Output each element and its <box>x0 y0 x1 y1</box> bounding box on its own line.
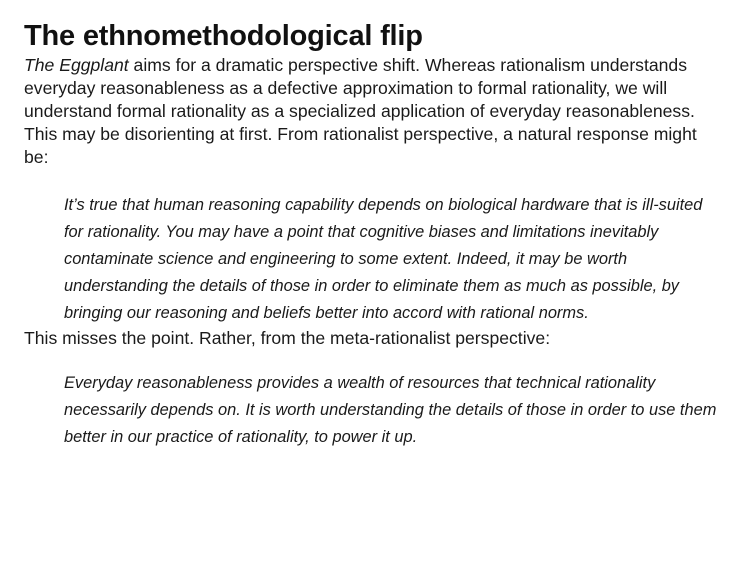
page-title: The ethnomethodological flip <box>24 20 423 52</box>
book-title: The Eggplant <box>24 55 129 75</box>
disorienting-paragraph: This may be disorienting at first. From rationalist perspective, a natural response might be: <box>24 124 697 167</box>
intro-paragraph-text: aims for a dramatic perspective shift. Whereas rationalism understands everyday reasonableness as a defective approximation to formal rationality, we will understand formal rationality as a specialized application of everyday reasonableness. <box>24 55 695 121</box>
misses-point-paragraph: This misses the point. Rather, from the meta-rationalist perspective: <box>24 328 551 348</box>
meta-rationalist-quote: Everyday reasonableness provides a wealth of resources that technical rationality necessarily depends on. It is worth understanding the details of those in order to use them better in our practice of rationality, to power it up. <box>64 374 717 446</box>
rationalist-response-quote: It’s true that human reasoning capability depends on biological hardware that is ill-suited for rationality. You may have a point that cognitive biases and limitations inevitably contaminate science and engineering to some extent. Indeed, it may be worth understanding the details of those in order to eliminate them as much as possible, by bringing our reasoning and beliefs better into accord with rational norms. <box>64 196 703 322</box>
intro-paragraph <box>24 54 718 123</box>
